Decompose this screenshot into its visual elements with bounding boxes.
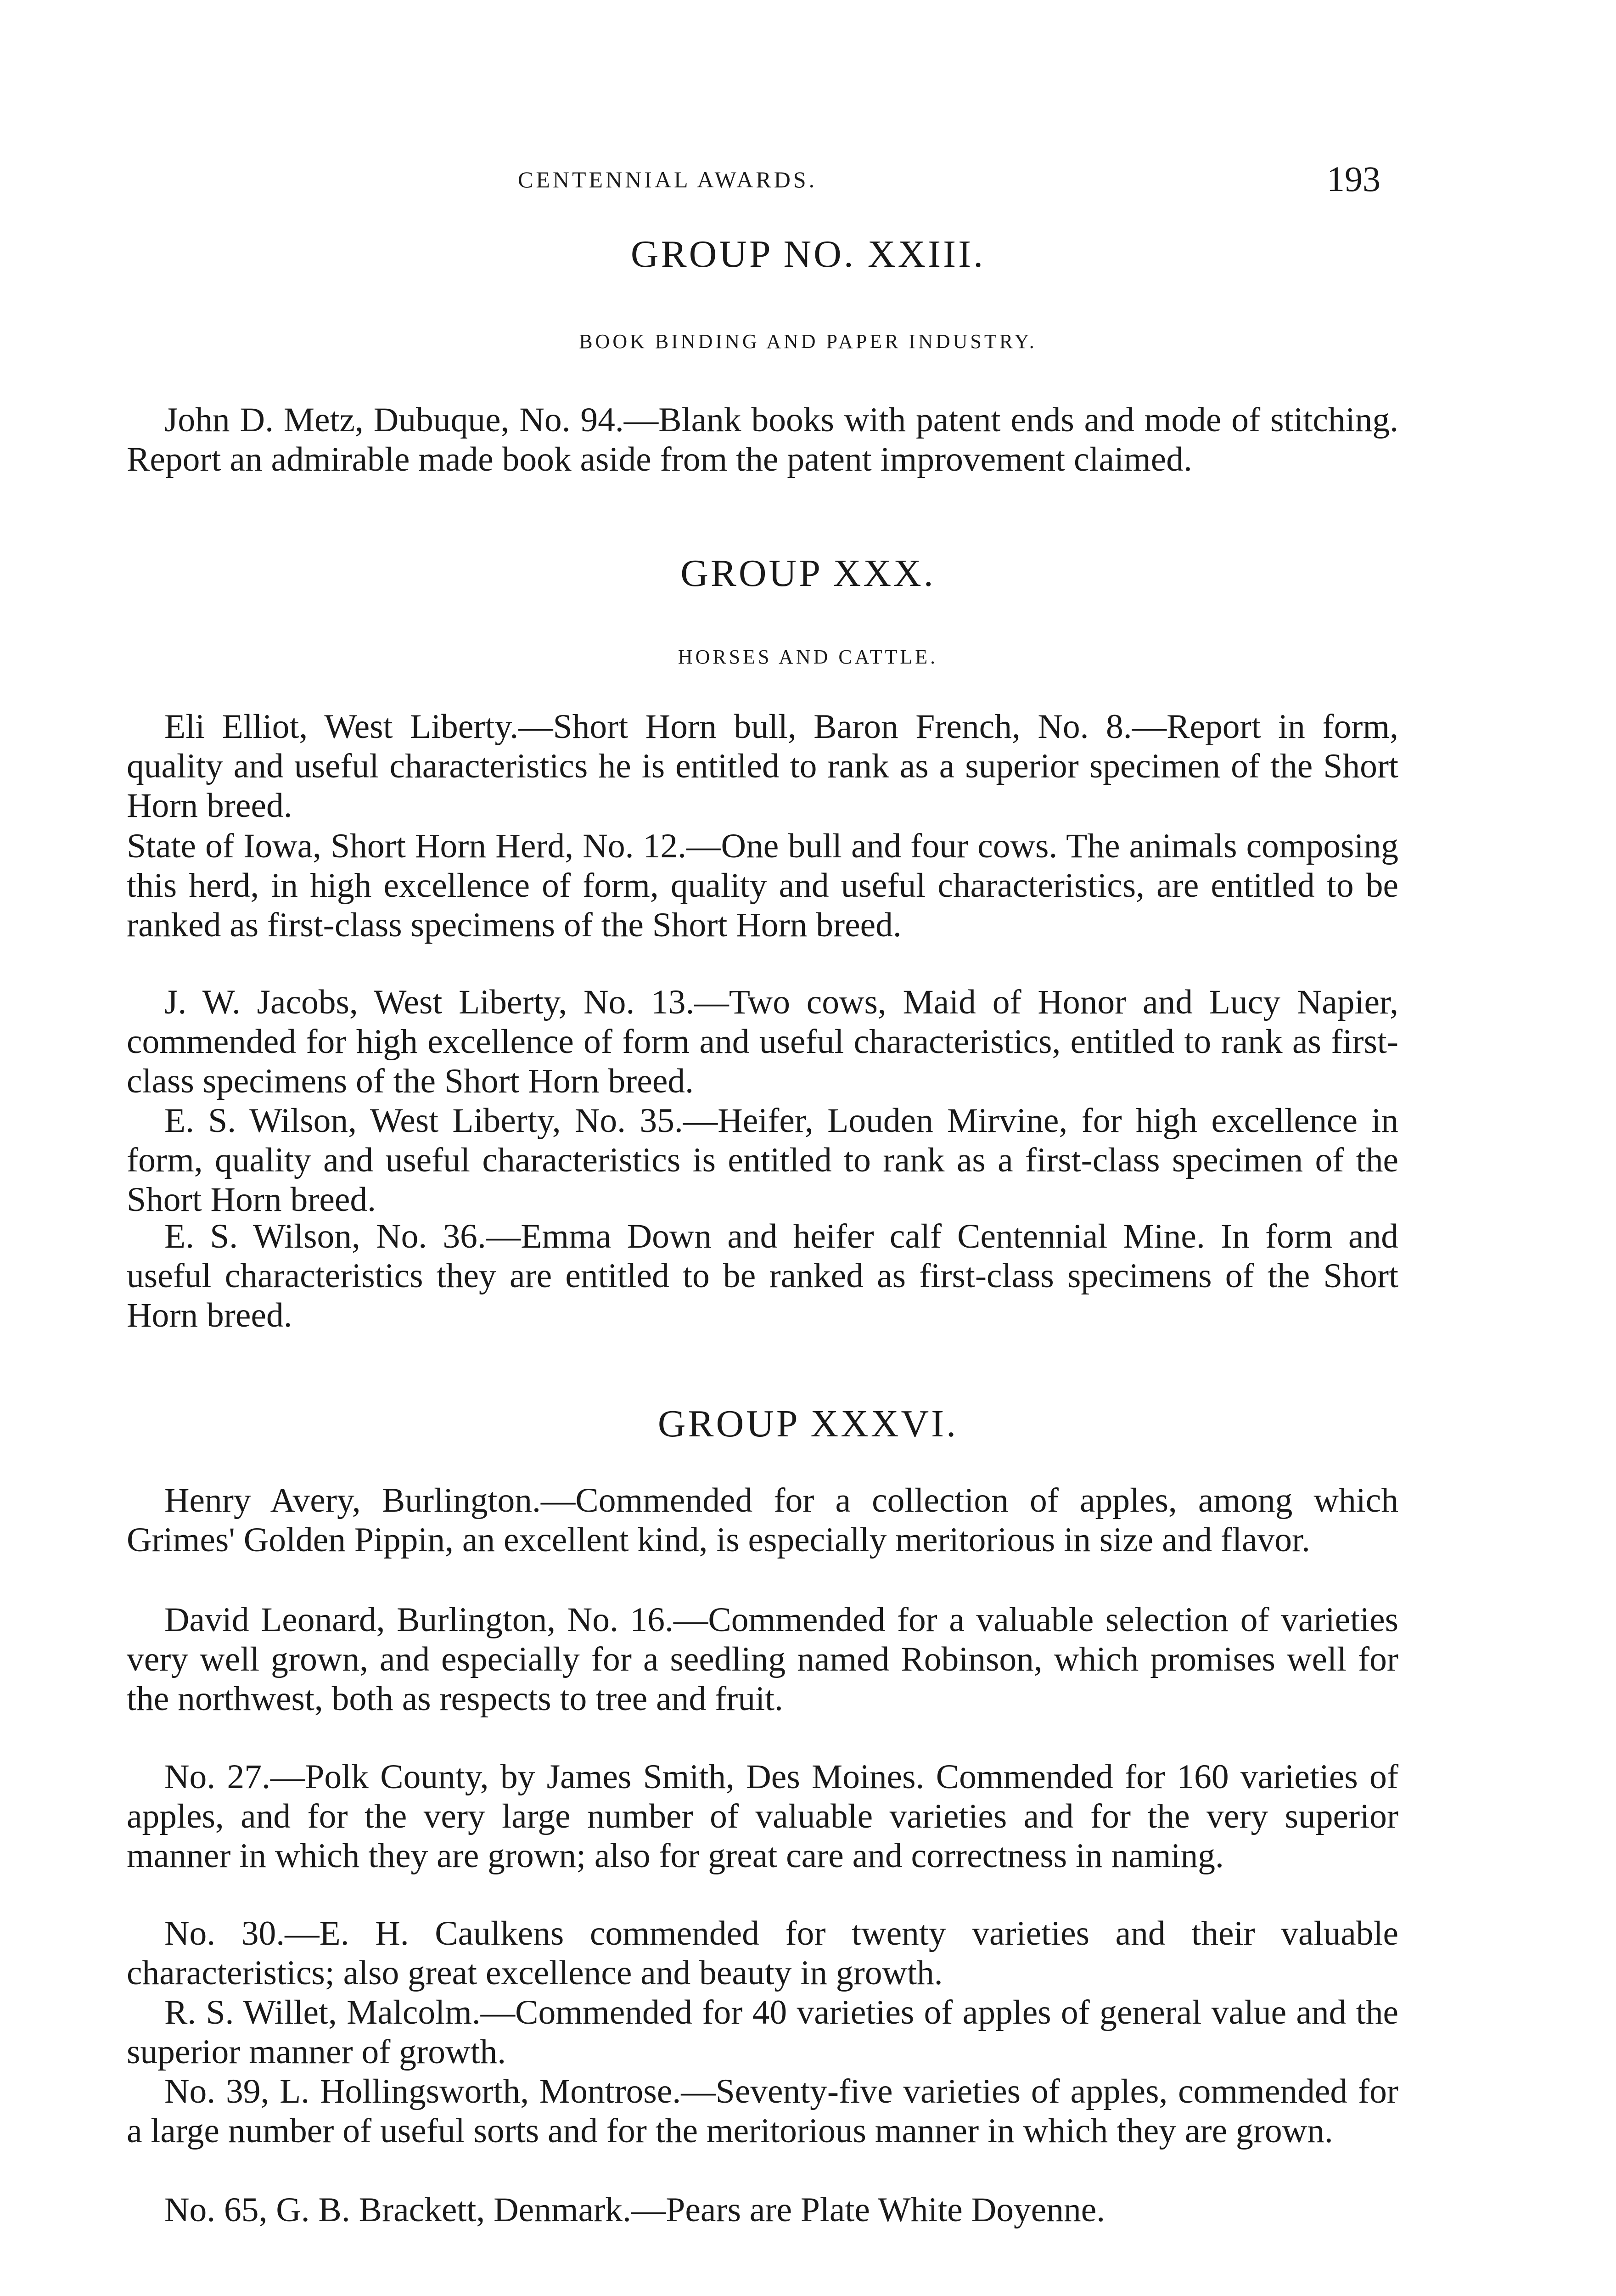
entry-caulkens: No. 30.—E. H. Caulkens commended for twenty varieties and their valuable characteristics; also great excellence and beauty in growth. — [127, 1914, 1398, 1992]
entry-polk-county: No. 27.—Polk County, by James Smith, Des Moines. Commended for 160 varieties of apples, and for the very large number of valuable varieties and for the very superior manner in which they are grown; also for great care and correctness in naming. — [127, 1758, 1398, 1875]
group-heading-xxiii: GROUP NO. XXIII. — [630, 233, 986, 276]
group-heading-xxxvi: GROUP XXXVI. — [657, 1402, 959, 1445]
entry-brackett: No. 65, G. B. Brackett, Denmark.—Pears are Plate White Doyenne. — [164, 2191, 1105, 2229]
entry-state-of-iowa: State of Iowa, Short Horn Herd, No. 12.—One bull and four cows. The animals composing this herd, in high excellence of form, quality and useful characteristics, are entitled to be ranked as first-class specimens of the Short Horn breed. — [127, 827, 1398, 944]
entry-wilson-36: E. S. Wilson, No. 36.—Emma Down and heifer calf Centennial Mine. In form and useful characteristics they are entitled to be ranked as first-class specimens of the Short Horn breed. — [127, 1217, 1398, 1334]
entry-wilson-35: E. S. Wilson, West Liberty, No. 35.—Heifer, Louden Mirvine, for high excellence in form, quality and useful characteristics is entitled to rank as a first-class specimen of the Short Horn breed. — [127, 1102, 1398, 1219]
entry-metz: John D. Metz, Dubuque, No. 94.—Blank books with patent ends and mode of stitching. Report an admirable made book aside from the patent improvement claimed. — [127, 401, 1398, 478]
entry-jacobs: J. W. Jacobs, West Liberty, No. 13.—Two cows, Maid of Honor and Lucy Napier, commended for high excellence of form and useful characteristics, entitled to rank as first-class specimens of the Short Horn breed. — [127, 983, 1398, 1100]
group-subheading-xxiii: BOOK BINDING AND PAPER INDUSTRY. — [579, 330, 1037, 353]
entry-avery: Henry Avery, Burlington.—Commended for a collection of apples, among which Grimes' Golden Pippin, an excellent kind, is especially meritorious in size and flavor. — [127, 1481, 1398, 1559]
group-heading-xxx: GROUP XXX. — [680, 552, 936, 595]
entry-willet: R. S. Willet, Malcolm.—Commended for 40 varieties of apples of general value and the superior manner of growth. — [127, 1993, 1398, 2071]
entry-hollingsworth: No. 39, L. Hollingsworth, Montrose.—Seventy-five varieties of apples, commended for a large number of useful sorts and for the meritorious manner in which they are grown. — [127, 2072, 1398, 2150]
group-subheading-xxx: HORSES AND CATTLE. — [678, 646, 938, 668]
entry-leonard: David Leonard, Burlington, No. 16.—Commended for a valuable selection of varieties very well grown, and especially for a seedling named Robinson, which promises well for the northwest, both as respects to tree and fruit. — [127, 1601, 1398, 1718]
entry-elliot: Eli Elliot, West Liberty.—Short Horn bull, Baron French, No. 8.—Report in form, quality and useful characteristics he is entitled to rank as a superior specimen of the Short Horn breed. — [127, 708, 1398, 825]
page-number: 193 — [1327, 159, 1380, 199]
running-head: CENTENNIAL AWARDS. — [518, 167, 818, 192]
